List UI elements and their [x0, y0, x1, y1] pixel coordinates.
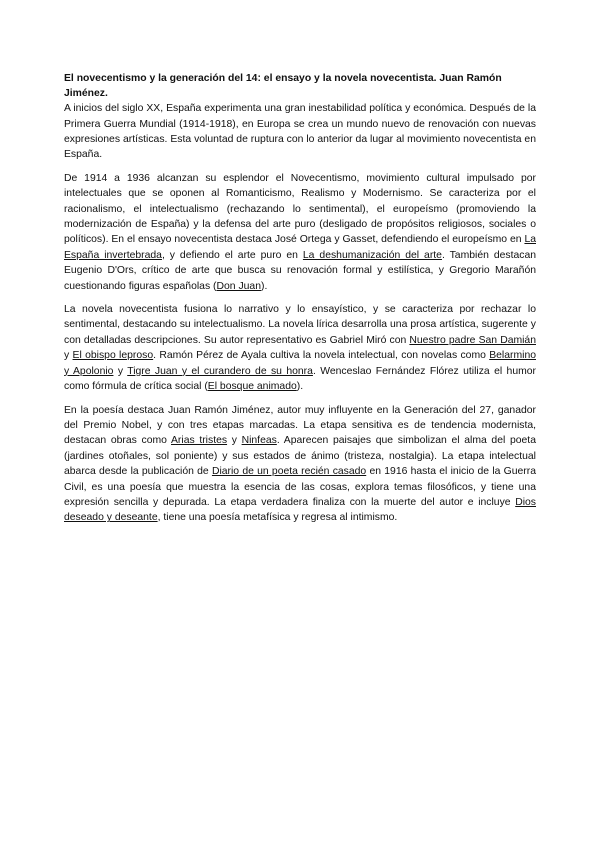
paragraph-novela: [64, 302, 536, 394]
text-run: . También destacan Eugenio D'Ors, crítico de arte que busca su renovación formal y estilística, y Gregorio Marañón cuestionando figuras españolas (: [64, 249, 536, 292]
text-run: La novela novecentista fusiona lo narrativo y lo ensayístico, y se caracteriza por rechazar lo sentimental, destacando su intelectualismo. La novela lírica desarrolla una prosa artística, sugerente y con detalladas descripciones. Su autor representativo es Gabriel Miró con: [64, 304, 536, 346]
work-title: Don Juan: [216, 280, 261, 292]
work-title: La España invertebrada: [64, 234, 536, 261]
paragraph-context: [64, 101, 536, 163]
text-run: y: [64, 350, 73, 362]
document-title: El novecentismo y la generación del 14: el ensayo y la novela novecentista. Juan Ramón Jiménez.: [64, 73, 502, 99]
text-run: , tiene una poesía metafísica y regresa al intimismo.: [157, 512, 398, 524]
work-title: El bosque animado: [207, 381, 297, 393]
work-title: Diario de un poeta recién casado: [211, 466, 367, 478]
text-run: y: [227, 435, 242, 447]
work-title: Belarmino y Apolonio: [64, 350, 536, 377]
work-title: Tigre Juan y el curandero de su honra: [127, 365, 313, 377]
text-run: en 1916 hasta el inicio de la Guerra Civil, es una poesía que muestra la esencia de las cosas, explora temas filosóficos, y tiene una expresión sencilla y depurada. La etapa verdadera finaliza con la muerte del autor e incluye: [64, 466, 537, 508]
text-run: . Aparecen paisajes que simbolizan el alma del poeta (jardines otoñales, sol poniente) y sus estados de ánimo (tristeza, nostalgia). La etapa intelectual abarca desde la publicación de: [64, 435, 536, 478]
text-run: , y defiendo el arte puro en: [161, 249, 303, 261]
paragraph-novecentismo: [64, 171, 536, 294]
text-run: y: [113, 365, 128, 377]
work-title: Dios deseado y deseante: [64, 496, 536, 524]
work-title: Nuestro padre San Damián: [409, 334, 536, 346]
paragraph-poesia: [64, 403, 536, 526]
work-title: El obispo leproso: [72, 350, 154, 362]
work-title: Arias tristes: [171, 435, 228, 447]
text-run: ).: [260, 280, 268, 292]
text-run: A inicios del siglo XX, España experimenta una gran inestabilidad política y económica. Después de la Primera Guerra Mundial (1914-1918), en Europa se crea un mundo nuevo de renovación con nuevas expresiones artísticas. Esta voluntad de ruptura con lo anterior da lugar al movimiento novecentista en España.: [64, 103, 536, 161]
work-title: La deshumanización del arte: [302, 249, 442, 261]
work-title: Ninfeas: [241, 435, 277, 447]
text-run: De 1914 a 1936 alcanzan su esplendor el Novecentismo, movimiento cultural impulsado por intelectuales que se oponen al Romanticismo, Realismo y Modernismo. Se caracteriza por el racionalismo, el intelectualismo (rechazando lo sentimental), el europeísmo (promoviendo la modernización de España) y la defensa del arte puro (desligado de propósitos religiosos, sociales o políticos). En el ensayo novecentista destaca José Ortega y Gasset, defendiendo el europeísmo en: [64, 172, 536, 246]
text-run: . Wenceslao Fernández Flórez utiliza el humor como fórmula de crítica social (: [64, 365, 536, 393]
text-run: ).: [296, 381, 304, 393]
text-run: . Ramón Pérez de Ayala cultiva la novela intelectual, con novelas como: [153, 350, 490, 362]
text-run: En la poesía destaca Juan Ramón Jiménez, autor muy influyente en la Generación del 27, ganador del Premio Nobel, y con tres etapas marcadas. La etapa sensitiva es de tendencia modernista, destacan obras como: [64, 404, 536, 447]
